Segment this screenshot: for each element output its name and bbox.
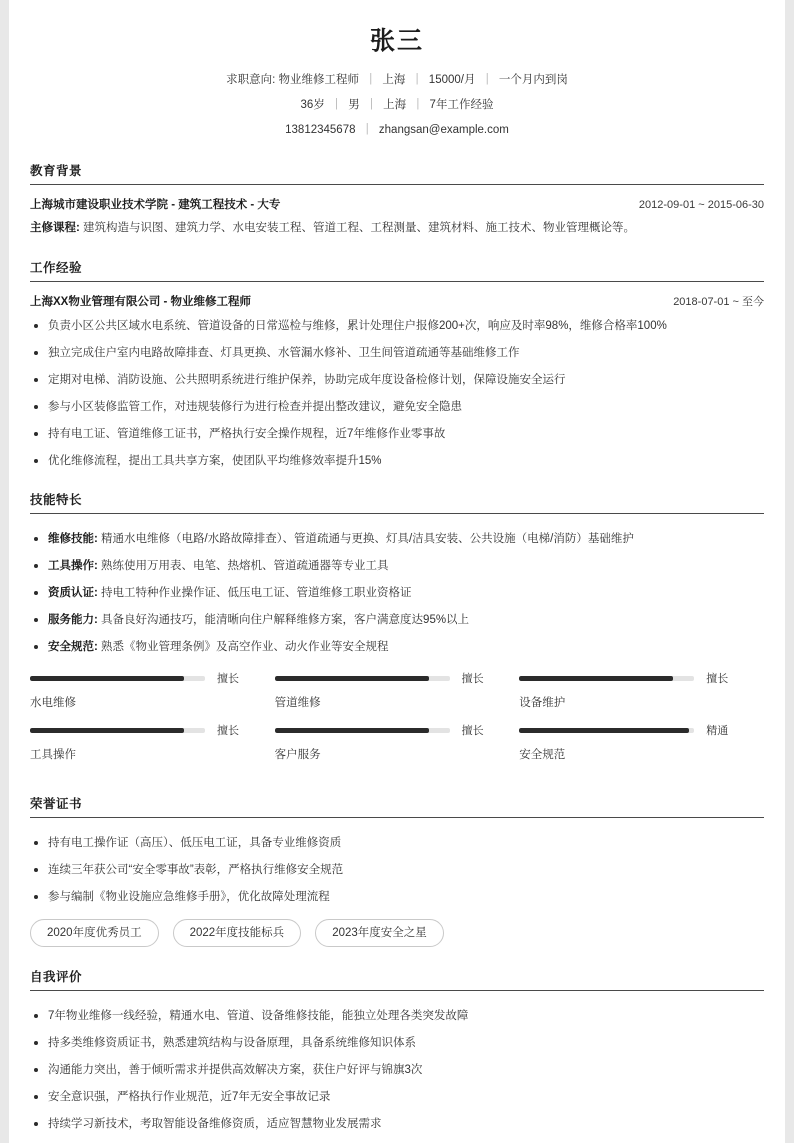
section-education [30,161,764,238]
skill-bar-name: 安全规范 [519,749,566,761]
self-evaluation-body [30,991,764,1133]
separator-icon: | [369,73,373,85]
skill-text: 熟悉《物业管理条例》及高空作业、动火作业等安全规程 [101,641,389,653]
section-title-work: 工作经验 [30,261,83,275]
skill-bar-fill [519,728,689,733]
skill-bar-level: 擅长 [461,725,484,737]
skill-bar-level: 精通 [706,725,729,737]
skills-bullet-list [30,530,764,656]
skill-bar-fill [30,676,184,681]
work-company: 上海XX物业管理有限公司 - 物业维修工程师 [30,296,252,308]
list-item: 持有电工操作证（高压）、低压电工证，具备专业维修资质 [30,834,764,852]
skill-bar-item [30,722,275,762]
city: 上海 [383,99,407,111]
candidate-name: 张三 [369,27,424,55]
separator-icon: | [365,123,369,135]
separator-icon: | [485,73,489,85]
skill-text: 持电工特种作业操作证、低压电工证、管道维修工职业资格证 [101,587,412,599]
honor-tag[interactable]: 2020年度优秀员工 [30,919,159,947]
list-item [30,530,764,548]
skill-bar-item [275,722,520,762]
list-item [30,611,764,629]
job-availability: 一个月内到岗 [498,74,568,86]
skill-bar-level: 擅长 [706,673,729,685]
skill-bar-row [30,670,261,686]
skill-label: 服务能力: [48,614,98,626]
separator-icon: | [415,73,419,85]
skill-bar-name: 水电维修 [30,697,76,709]
work-date: 2018-07-01 ~ 至今 [673,296,764,308]
skill-bar-name: 客户服务 [274,749,321,761]
job-intention: 求职意向: 物业维修工程师 [226,74,359,86]
education-school: 上海城市建设职业技术学院 - 建筑工程技术 - 大专 [30,199,281,211]
section-skills [30,490,764,774]
skill-bar-level: 擅长 [217,725,239,737]
skill-bar-name: 设备维护 [519,697,566,709]
skill-bar-row [275,722,506,738]
list-item: 负责小区公共区域水电系统、管道设备的日常巡检与维修，累计处理住户报修200+次，响应及时率98%，维修合格率100% [30,317,764,335]
skill-text: 熟练使用万用表、电笔、热熔机、管道疏通器等专业工具 [101,560,389,572]
list-item: 持有电工证、管道维修工证书，严格执行安全操作规程，近7年维修作业零事故 [30,425,764,443]
skill-bar-track [519,676,694,681]
education-entry-header [30,196,764,215]
list-item: 参与小区装修监管工作，对违规装修行为进行检查并提出整改建议，避免安全隐患 [30,398,764,416]
separator-icon: | [335,98,339,110]
phone-number[interactable]: 13812345678 [285,124,356,136]
skill-bar-track [275,676,450,681]
skill-bar-row [275,670,506,686]
section-honors [30,794,764,947]
section-title-education: 教育背景 [30,164,83,178]
education-body [30,185,764,238]
job-salary: 15000/月 [428,74,476,86]
skill-label: 安全规范: [48,641,98,653]
section-title-skills: 技能特长 [30,493,83,507]
skill-label: 维修技能: [48,533,98,545]
skill-bar-fill [30,728,184,733]
personal-info-line [30,94,764,116]
education-courses [30,218,764,238]
list-item: 参与编制《物业设施应急维修手册》，优化故障处理流程 [30,888,764,906]
skill-label: 工具操作: [48,560,98,572]
skill-bar-track [30,676,205,681]
list-item: 7年物业维修一线经验，精通水电、管道、设备维修技能，能独立处理各类突发故障 [30,1007,764,1025]
separator-icon: | [416,98,420,110]
list-item: 持多类维修资质证书，熟悉建筑结构与设备原理，具备系统维修知识体系 [30,1034,764,1052]
skill-bar-track [275,728,450,733]
skill-bar-level: 擅长 [461,673,484,685]
section-title-honors: 荣誉证书 [30,797,83,811]
experience-years: 7年工作经验 [429,99,494,111]
skill-label: 资质认证: [48,587,98,599]
list-item: 沟通能力突出，善于倾听需求并提供高效解决方案，获住户好评与锦旗3次 [30,1061,764,1079]
skill-bar-item [275,670,520,710]
list-item: 连续三年获公司“安全零事故”表彰，严格执行维修安全规范 [30,861,764,879]
honors-body [30,818,764,947]
skill-text: 具备良好沟通技巧，能清晰向住户解释维修方案，客户满意度达95%以上 [101,614,470,626]
separator-icon: | [369,98,373,110]
email-address[interactable]: zhangsan@example.com [378,124,509,136]
honor-tag-list [30,919,764,947]
section-work-experience [30,258,764,470]
skill-bar-track [30,728,205,733]
list-item: 定期对电梯、消防设施、公共照明系统进行维护保养，协助完成年度设备检修计划，保障设施安全运行 [30,371,764,389]
list-item [30,557,764,575]
skill-bar-name: 工具操作 [30,749,76,761]
list-item [30,584,764,602]
contact-info-line [30,119,764,141]
skill-bar-row [519,670,750,686]
skill-bar-track [519,728,694,733]
skill-bar-row [519,722,750,738]
skill-bar-item [519,670,764,710]
section-self-evaluation [30,967,764,1133]
skills-body [30,514,764,774]
age: 36岁 [300,99,325,111]
skill-bar-item [519,722,764,762]
education-date: 2012-09-01 ~ 2015-06-30 [638,199,764,211]
honor-tag[interactable]: 2023年度安全之星 [315,919,444,947]
skill-bar-name: 管道维修 [274,697,321,709]
honors-bullet-list [30,834,764,906]
skill-bar-level: 擅长 [217,673,239,685]
list-item [30,638,764,656]
job-intention-line [30,69,764,91]
list-item: 安全意识强，严格执行作业规范，近7年无安全事故记录 [30,1088,764,1106]
skill-text: 精通水电维修（电路/水路故障排查）、管道疏通与更换、灯具/洁具安装、公共设施（电梯/消防）基础维护 [101,533,634,545]
list-item: 优化维修流程，提出工具共享方案，使团队平均维修效率提升15% [30,452,764,470]
section-title-self-evaluation: 自我评价 [30,970,83,984]
skill-bar-item [30,670,275,710]
work-entry-header [30,293,764,312]
gender: 男 [348,99,360,111]
skill-bar-row [30,722,261,738]
courses-text: 建筑构造与识图、建筑力学、水电安装工程、管道工程、工程测量、建筑材料、施工技术、物业管理概论等。 [83,222,636,234]
list-item: 持续学习新技术，考取智能设备维修资质，适应智慧物业发展需求 [30,1115,764,1133]
skill-bar-fill [519,676,673,681]
resume-header [30,0,764,141]
job-city: 上海 [382,74,406,86]
courses-label: 主修课程: [30,222,80,234]
honor-tag[interactable]: 2022年度技能标兵 [173,919,302,947]
self-evaluation-bullet-list [30,1007,764,1133]
skill-bar-fill [275,676,429,681]
skill-bar-fill [275,728,429,733]
work-body [30,282,764,470]
list-item: 独立完成住户室内电路故障排查、灯具更换、水管漏水修补、卫生间管道疏通等基础维修工作 [30,344,764,362]
work-bullet-list [30,317,764,470]
skill-bars-grid [30,670,764,774]
